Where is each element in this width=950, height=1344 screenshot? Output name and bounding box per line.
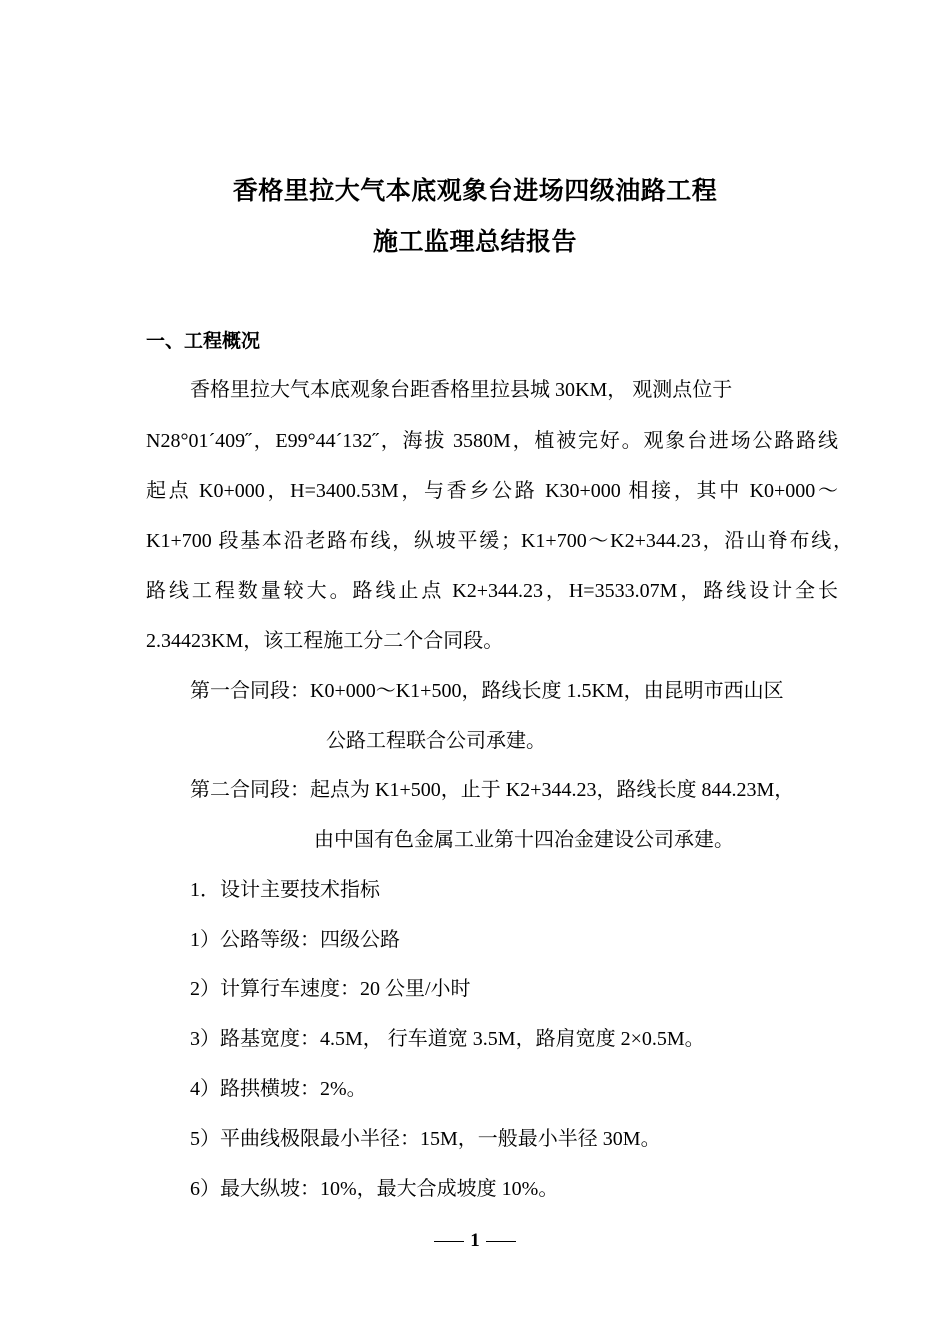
- footer-dash-right: [486, 1241, 516, 1242]
- section-heading: 一、工程概况: [146, 330, 261, 352]
- paragraph-line: 起点 K0+000，H=3400.53M，与香乡公路 K30+000 相接，其中 K0+000～: [146, 480, 838, 502]
- document-title-line-2: 施工监理总结报告: [372, 227, 577, 256]
- paragraph-line: K1+700 段基本沿老路布线，纵坡平缓；K1+700～K2+344.23，沿山脊布线，: [146, 530, 853, 552]
- list-item: 4）路拱横坡：2%。: [190, 1078, 367, 1100]
- paragraph-line: 香格里拉大气本底观象台距香格里拉县城 30KM， 观测点位于: [190, 379, 733, 401]
- contract-1-line-2: 公路工程联合公司承建。: [326, 730, 546, 752]
- subheading: 1．设计主要技术指标: [190, 879, 380, 901]
- contract-2-line-2: 由中国有色金属工业第十四冶金建设公司承建。: [314, 829, 734, 851]
- contract-2-line-1: 第二合同段：起点为 K1+500，止于 K2+344.23，路线长度 844.23M，: [190, 779, 795, 801]
- page-number: 1: [470, 1230, 480, 1251]
- list-item: 6）最大纵坡：10%，最大合成坡度 10%。: [190, 1178, 559, 1200]
- document-title-line-1: 香格里拉大气本底观象台进场四级油路工程: [232, 176, 718, 205]
- contract-1-line-1: 第一合同段：K0+000～K1+500，路线长度 1.5KM，由昆明市西山区: [190, 680, 784, 702]
- list-item: 5）平曲线极限最小半径：15M，一般最小半径 30M。: [190, 1128, 661, 1150]
- paragraph-line: N28°01´409˝，E99°44´132˝，海拔 3580M，植被完好。观象台进场公路路线: [146, 430, 838, 452]
- list-item: 3）路基宽度：4.5M， 行车道宽 3.5M，路肩宽度 2×0.5M。: [190, 1028, 705, 1050]
- page-footer: [0, 1230, 950, 1252]
- footer-dash-left: [434, 1241, 464, 1242]
- list-item: 1）公路等级：四级公路: [190, 929, 400, 951]
- paragraph-line: 2.34423KM，该工程施工分二个合同段。: [146, 630, 504, 652]
- list-item: 2）计算行车速度：20 公里/小时: [190, 978, 471, 1000]
- paragraph-line: 路线工程数量较大。路线止点 K2+344.23，H=3533.07M，路线设计全长: [146, 580, 838, 602]
